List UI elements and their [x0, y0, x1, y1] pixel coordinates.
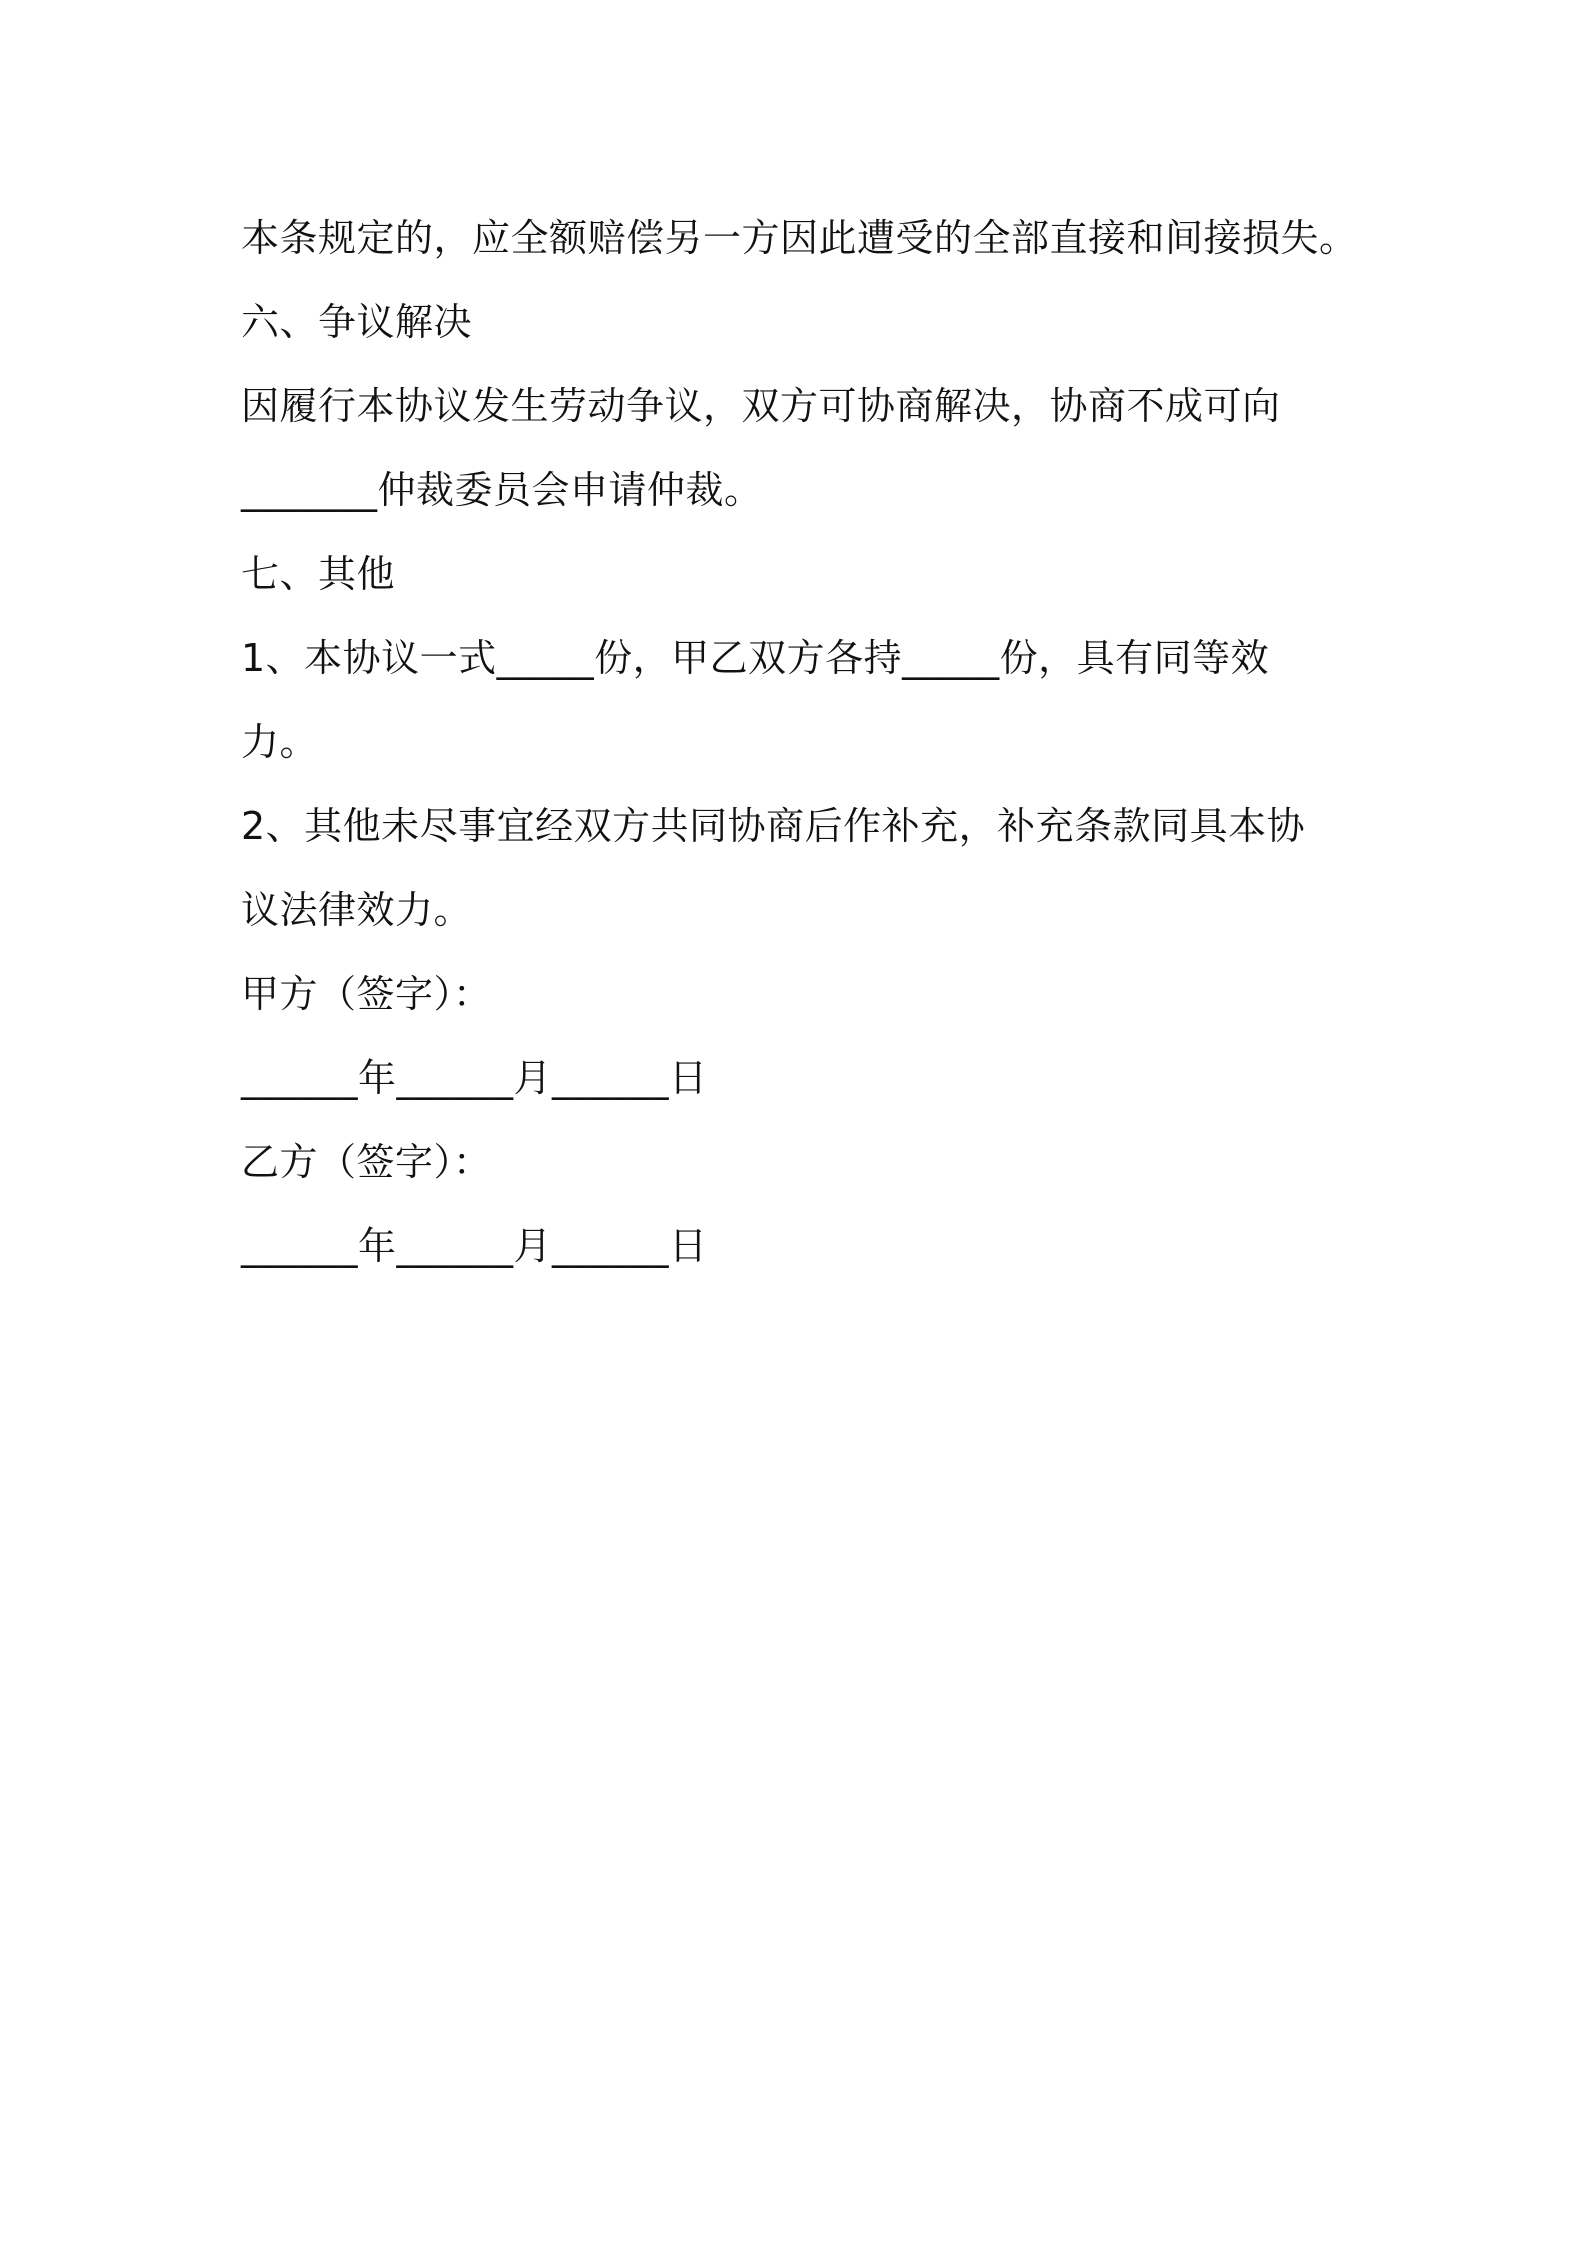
- clause-2-line-2: 议法律效力。: [241, 888, 473, 932]
- party-b-signature-label: 乙方（签字）：: [241, 1140, 492, 1184]
- clause-1-line-2: 力。: [241, 720, 319, 764]
- document-body: [241, 196, 1381, 1288]
- paragraph-dispute-line-2: _______仲裁委员会申请仲裁。: [241, 468, 763, 512]
- clause-2-line-1: 2、其他未尽事宜经双方共同协商后作补充，补充条款同具本协: [241, 804, 1306, 848]
- section-heading-dispute: 六、争议解决: [241, 300, 473, 344]
- clause-1-line-1: 1、本协议一式_____份，甲乙双方各持_____份，具有同等效: [241, 636, 1270, 680]
- paragraph-liability-end: 本条规定的，应全额赔偿另一方因此遭受的全部直接和间接损失。: [241, 216, 1358, 260]
- paragraph-dispute-line-1: 因履行本协议发生劳动争议，双方可协商解决，协商不成可向: [241, 384, 1281, 428]
- section-heading-other: 七、其他: [241, 552, 396, 596]
- party-a-date-line: ______年______月______日: [241, 1056, 708, 1100]
- party-a-signature-label: 甲方（签字）：: [241, 972, 492, 1016]
- party-b-date-line: ______年______月______日: [241, 1224, 708, 1268]
